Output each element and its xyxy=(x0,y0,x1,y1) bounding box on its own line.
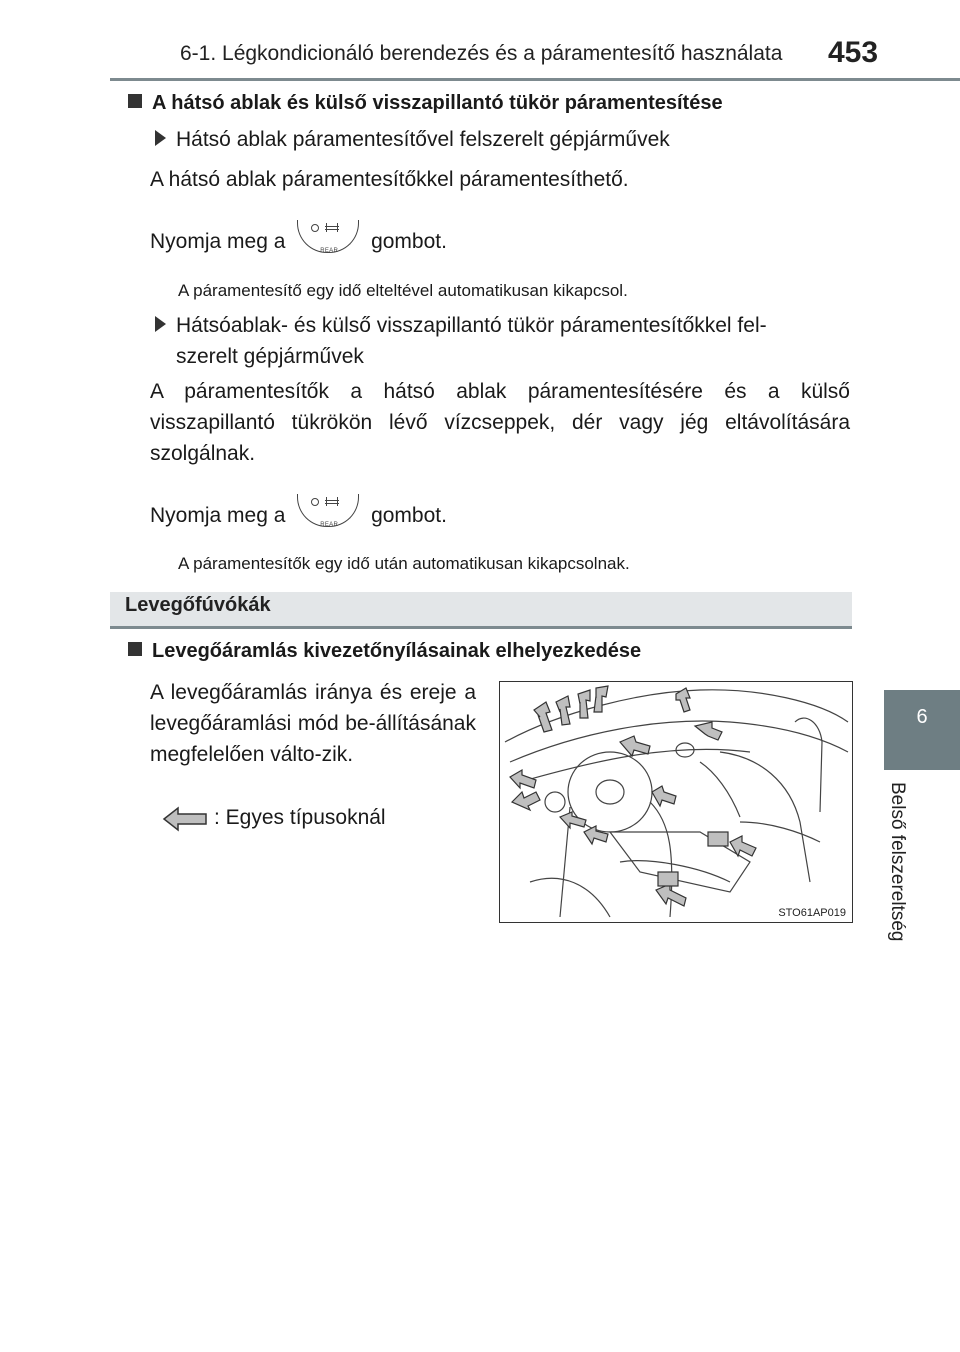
triangle-bullet-icon xyxy=(155,130,166,146)
header-title: 6-1. Légkondicionáló berendezés és a páramentesítő használata xyxy=(180,42,783,65)
rear-defogger-icon xyxy=(297,494,359,527)
press-before-text: Nyomja meg a xyxy=(150,230,286,254)
variant1-press xyxy=(150,226,447,259)
page-number: 453 xyxy=(828,36,879,69)
chapter-tab-number: 6 xyxy=(916,706,928,728)
vents-heading-text: Levegőáramlás kivezetőnyílásainak elhelyezkedése xyxy=(152,640,642,662)
press-after-text: gombot. xyxy=(371,230,447,254)
legend-text: : Egyes típusoknál xyxy=(214,806,386,829)
defog-heading xyxy=(128,92,723,115)
variant2-title xyxy=(155,310,855,372)
variant2-press xyxy=(150,500,447,533)
triangle-bullet-icon xyxy=(155,316,166,332)
defog-heading-text: A hátsó ablak és külső visszapillantó tükör páramentesítése xyxy=(152,92,723,114)
air-outlets-figure xyxy=(499,681,853,923)
variant1-note: A páramentesítő egy idő elteltével automatikusan kikapcsol. xyxy=(178,281,628,300)
variant2-title-line2: szerelt gépjárművek xyxy=(176,345,364,368)
variant1-title xyxy=(155,124,670,155)
section-title: Levegőfúvókák xyxy=(125,594,271,616)
rear-icon-label: REAR xyxy=(320,248,339,254)
rear-icon-label: REAR xyxy=(320,522,339,528)
square-bullet-icon xyxy=(128,94,142,108)
chapter-tab xyxy=(884,690,960,770)
variant1-title-text: Hátsó ablak páramentesítővel felszerelt gépjárművek xyxy=(176,128,670,151)
variant2-note: A páramentesítők egy idő után automatikusan kikapcsolnak. xyxy=(178,554,630,573)
variant2-text: A páramentesítők a hátsó ablak páramentesítésére és a külső visszapillantó tükrökön lévő vízcseppek, dér vagy jég eltávolítására szolgálnak. xyxy=(150,380,850,465)
vents-heading xyxy=(128,640,641,663)
header-rule xyxy=(110,78,960,81)
rear-defogger-icon xyxy=(297,220,359,253)
variant2-title-line1: Hátsóablak- és külső visszapillantó tükör páramentesítőkkel fel- xyxy=(176,314,767,337)
chapter-tab-label xyxy=(868,782,960,962)
optional-vent-arrow-icon xyxy=(162,806,210,832)
press-after-text: gombot. xyxy=(371,504,447,528)
car-interior-illustration xyxy=(500,682,852,922)
vents-text: A levegőáramlás iránya és ereje a levegőáramlási mód be-állításának megfelelően válto-zik. xyxy=(150,681,476,766)
figure-code: STO61AP019 xyxy=(778,907,846,919)
chapter-tab-label-text: Belső felszereltség xyxy=(887,782,908,942)
square-bullet-icon xyxy=(128,642,142,656)
variant1-text: A hátsó ablak páramentesítőkkel páramentesíthető. xyxy=(150,168,629,191)
press-before-text: Nyomja meg a xyxy=(150,504,286,528)
